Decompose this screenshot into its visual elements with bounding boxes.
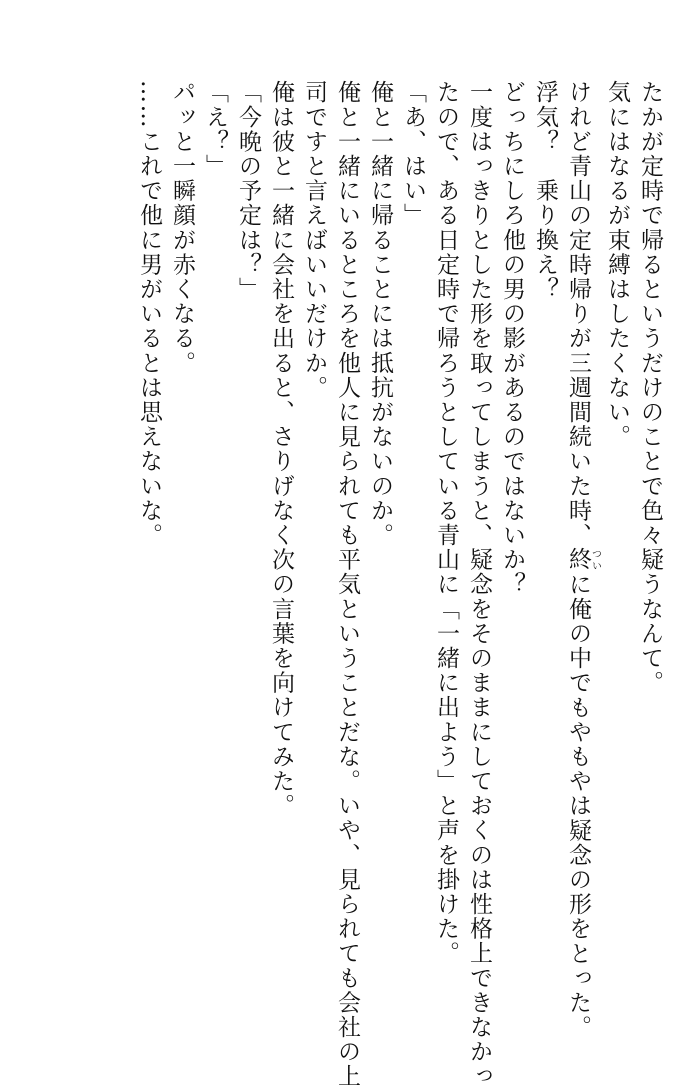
text-segment: に俺の中でもやもやは疑念の形をとった。 — [565, 572, 591, 1040]
text-line: たので、ある日定時で帰ろうとしている青山に「一緒に出よう」と声を掛けた。 — [433, 80, 459, 966]
text-line: 浮気？ 乗り換え？ — [532, 80, 558, 302]
text-line: 気にはなるが束縛はしたくない。 — [604, 80, 630, 449]
text-line: 「あ、はい」 — [400, 80, 426, 228]
text-line: 一度はっきりとした形を取ってしまうと、疑念をそのままにしておくのは性格上できなかっ — [466, 80, 492, 1089]
ruby-base: 終 — [565, 547, 591, 573]
text-line: ……これで他に男がいるとは思えないな。 — [136, 80, 162, 548]
vertical-text-body — [132, 80, 666, 1089]
text-line: 司ですと言えばいいだけか。 — [301, 80, 327, 400]
ruby-annotation — [565, 547, 601, 573]
ruby-reading: つい — [589, 547, 601, 572]
text-line: 俺と一緒にいるところを他人に見られても平気ということだな。いや、見られても会社の上 — [334, 80, 360, 1089]
text-line: 「え？」 — [202, 80, 228, 179]
text-line: たかが定時で帰るというだけのことで色々疑うなんて。 — [637, 80, 663, 695]
text-segment: けれど青山の定時帰りが三週間続いた時、 — [565, 80, 591, 548]
text-line: 俺と一緒に帰ることには抵抗がないのか。 — [367, 80, 393, 548]
text-line: パッと一瞬顔が赤くなる。 — [169, 80, 195, 376]
text-line: 俺は彼と一緒に会社を出ると、さりげなく次の言葉を向けてみた。 — [268, 80, 294, 818]
text-line-with-ruby — [561, 80, 601, 1040]
text-line: 「今晩の予定は？」 — [235, 80, 261, 302]
text-line: どっちにしろ他の男の影があるのではないか？ — [499, 80, 525, 597]
